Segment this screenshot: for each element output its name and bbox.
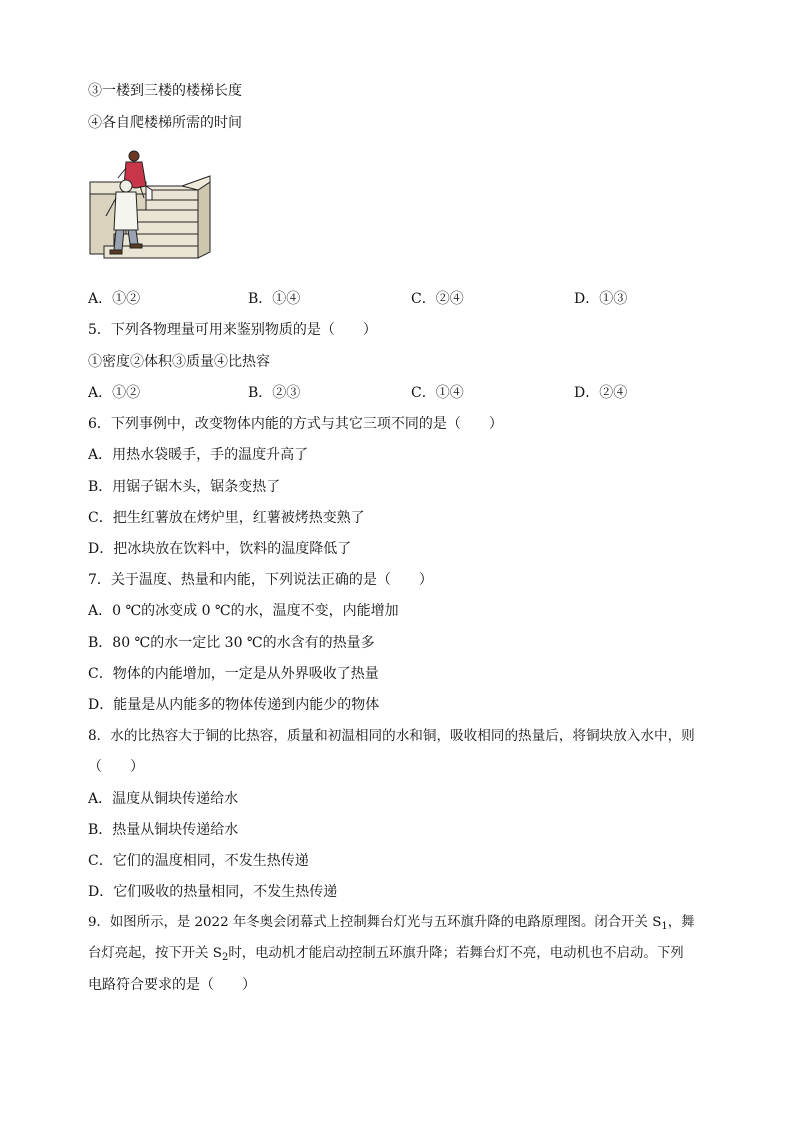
q4-option-b: B．①④ [248,291,301,307]
q8-stem-line1: 8．水的比热容大于铜的比热容，质量和初温相同的水和铜，吸收相同的热量后，将铜块放入水中，则 [88,728,695,744]
q6-option-b: B．用锯子锯木头，锯条变热了 [88,479,281,495]
q4-option-d: D．①③ [574,291,628,307]
q5-stem: 5．下列各物理量可用来鉴别物质的是（ ） [88,322,377,338]
q8-stem-line2: （ ） [88,759,144,775]
q5-items: ①密度②体积③质量④比热容 [88,354,270,370]
intro-item-4: ④各自爬楼梯所需的时间 [88,115,242,131]
q6-option-a: A．用热水袋暖手，手的温度升高了 [88,447,309,463]
stairs-people-drawing [86,146,214,264]
q8-option-c: C．它们的温度相同，不发生热传递 [88,853,309,869]
q8-option-a: A．温度从铜块传递给水 [88,791,239,807]
intro-item-3: ③一楼到三楼的楼梯长度 [88,83,242,99]
q4-option-a: A．①② [88,291,141,307]
switch-s1-subscript: 1 [661,921,668,932]
q9-line2-text: 台灯亮起，按下开关 S [88,946,222,961]
q5-option-c: C．①④ [411,385,464,401]
q7-option-b: B．80 ℃的水一定比 30 ℃的水含有的热量多 [88,635,375,651]
q8-option-b: B．热量从铜块传递给水 [88,822,239,838]
q9-stem-line2 [88,944,684,964]
q6-option-d: D．把冰块放在饮料中，饮料的温度降低了 [88,541,352,557]
stair-climbing-illustration [86,146,214,264]
q9-stem-line1 [88,913,695,933]
q6-stem: 6．下列事例中，改变物体内能的方式与其它三项不同的是（ ） [88,416,503,432]
q5-option-d: D．②④ [574,385,628,401]
q9-line2-tail: 时，电动机才能启动控制五环旗升降；若舞台灯不亮，电动机也不启动。下列 [228,946,684,961]
q5-option-a: A．①② [88,385,141,401]
q4-option-c: C．②④ [411,291,464,307]
q9-line1-text: 9．如图所示，是 2022 年冬奥会闭幕式上控制舞台灯光与五环旗升降的电路原理图。闭合开关 S [88,915,662,930]
q8-option-d: D．它们吸收的热量相同，不发生热传递 [88,884,338,900]
q9-line1-tail: ，舞 [667,915,695,930]
switch-s2-subscript: 2 [221,952,229,963]
q6-option-c: C．把生红薯放在烤炉里，红薯被烤热变熟了 [88,510,365,526]
q7-stem: 7．关于温度、热量和内能，下列说法正确的是（ ） [88,572,433,588]
q7-option-d: D．能量是从内能多的物体传递到内能少的物体 [88,697,380,713]
q7-option-a: A．0 ℃的冰变成 0 ℃的水，温度不变，内能增加 [88,603,399,619]
q7-option-c: C．物体的内能增加，一定是从外界吸收了热量 [88,666,379,682]
q5-option-b: B．②③ [248,385,301,401]
q9-stem-line3: 电路符合要求的是（ ） [88,977,256,993]
